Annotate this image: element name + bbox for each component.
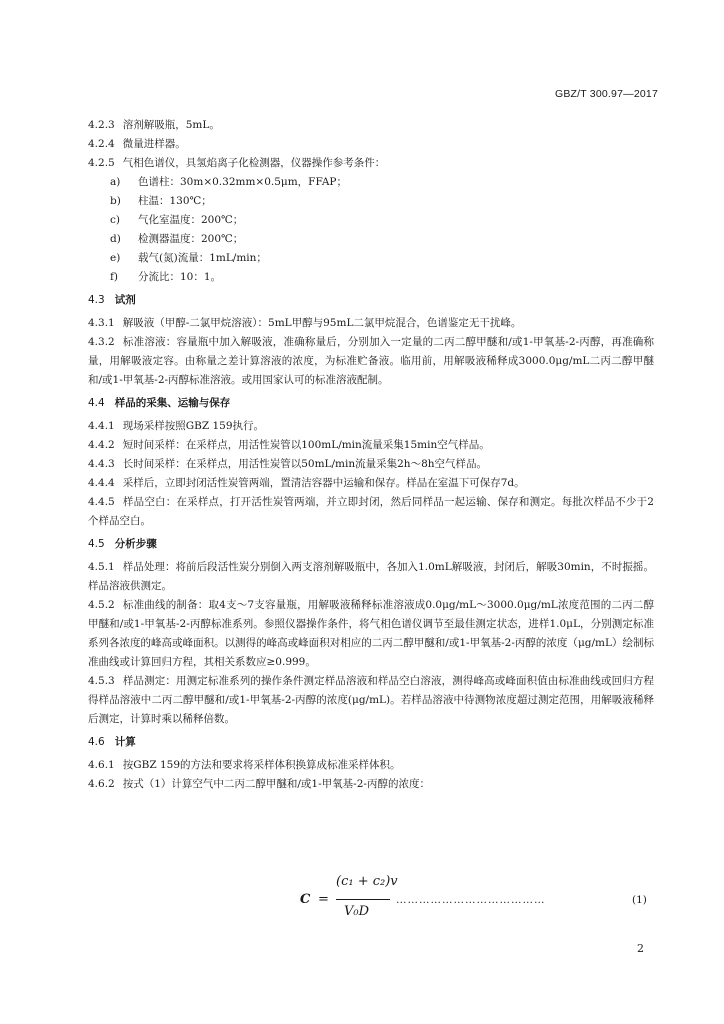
condition-item: d) 检测器温度：200℃；: [110, 233, 244, 245]
formula-denominator: V₀D: [344, 904, 370, 919]
clause-4-3-2: 4.3.2 标准溶液：容量瓶中加入解吸液，准确称量后，分别加入一定量的二丙二醇甲醚和/或1-甲氧基-2-丙醇，再准确称量，用解吸液定容。由称量之差计算溶液的浓度，为标准贮备液。临用前，用解吸液稀释成3000.0μg/mL二丙二醇甲醚和/或1-甲氧基-2-丙醇标准溶液。或用国家认可的标准溶液配制。: [88, 336, 654, 386]
clause-4-4-1: 4.4.1 现场采样按照GBZ 159执行。: [88, 420, 264, 432]
formula-lhs: C: [300, 892, 311, 907]
formula-numerator: (c₁ + c₂)v: [336, 874, 398, 889]
clause-4-3-1: 4.3.1 解吸液（甲醇-二氯甲烷溶液）：5mL甲醇与95mL二氯甲烷混合，色谱鉴定无干扰峰。: [88, 317, 522, 329]
clause-4-2-3: 4.2.3 溶剂解吸瓶，5mL。: [88, 119, 220, 131]
condition-item: c) 气化室温度：200℃；: [110, 214, 244, 226]
section-heading-4-6: 4.6 计算: [88, 736, 136, 748]
section-heading-4-3: 4.3 试剂: [88, 294, 136, 306]
clause-4-5-1: 4.5.1 样品处理：将前后段活性炭分别倒入两支溶剂解吸瓶中，各加入1.0mL解吸液，封闭后，解吸30min，不时振摇。样品溶液供测定。: [88, 561, 654, 592]
condition-item: a) 色谱柱：30m×0.32mm×0.5μm，FFAP；: [110, 176, 347, 188]
page-content: [88, 116, 654, 794]
leader-dots: …………………………………: [396, 894, 546, 906]
fraction-bar: [336, 899, 390, 900]
clause-4-5-2: 4.5.2 标准曲线的制备：取4支～7支容量瓶，用解吸液稀释标准溶液成0.0μg/mL～3000.0μg/mL浓度范围的二丙二醇甲醚和/或1-甲氧基-2-丙醇标准系列。参照仪器操作条件，将气相色谱仪调节至最佳测定状态，进样1.0μL，分别测定标准系列各浓度的峰高或峰面积。以测得的峰高或峰面积对相应的二丙二醇甲醚和/或1-甲氧基-2-丙醇的浓度（μg/mL）绘制标准曲线或计算回归方程，其相关系数应≥0.999。: [88, 599, 654, 668]
page-number: 2: [637, 942, 644, 955]
clause-4-6-1: 4.6.1 按GBZ 159的方法和要求将采样体积换算成标准采样体积。: [88, 759, 401, 771]
clause-4-2-5: 4.2.5 气相色谱仪，具氢焰离子化检测器，仪器操作参考条件：: [88, 157, 386, 169]
clause-4-6-2: 4.6.2 按式（1）计算空气中二丙二醇甲醚和/或1-甲氧基-2-丙醇的浓度：: [88, 778, 430, 790]
clause-4-4-4: 4.4.4 采样后，立即封闭活性炭管两端，置清洁容器中运输和保存。样品在室温下可保存7d。: [88, 477, 525, 489]
clause-4-4-5: 4.4.5 样品空白：在采样点，打开活性炭管两端，并立即封闭，然后同样品一起运输、保存和测定。每批次样品不少于2个样品空白。: [88, 496, 654, 527]
clause-4-5-3: 4.5.3 样品测定：用测定标准系列的操作条件测定样品溶液和样品空白溶液，测得峰高或峰面积值由标准曲线或回归方程得样品溶液中二丙二醇甲醚和/或1-甲氧基-2-丙醇的浓度(μg/mL)。若样品溶液中待测物浓度超过测定范围，用解吸液稀释后测定，计算时乘以稀释倍数。: [88, 675, 654, 725]
clause-4-4-3: 4.4.3 长时间采样：在采样点，用活性炭管以50mL/min流量采集2h～8h空气样品。: [88, 458, 488, 470]
condition-item: f) 分流比：10：1。: [110, 271, 222, 283]
standard-code-header: GBZ/T 300.97—2017: [554, 88, 658, 100]
clause-4-2-4: 4.2.4 微量进样器。: [88, 138, 186, 150]
condition-item: e) 载气(氮)流量：1mL/min；: [110, 252, 267, 264]
section-heading-4-5: 4.5 分析步骤: [88, 538, 157, 550]
formula-number: (1): [632, 894, 647, 906]
concentration-formula: [300, 870, 660, 930]
clause-4-4-2: 4.4.2 短时间采样：在采样点，用活性炭管以100mL/min流量采集15min空气样品。: [88, 439, 490, 451]
section-heading-4-4: 4.4 样品的采集、运输与保存: [88, 397, 231, 409]
formula-equals: =: [318, 892, 329, 907]
condition-item: b) 柱温：130℃；: [110, 195, 212, 207]
